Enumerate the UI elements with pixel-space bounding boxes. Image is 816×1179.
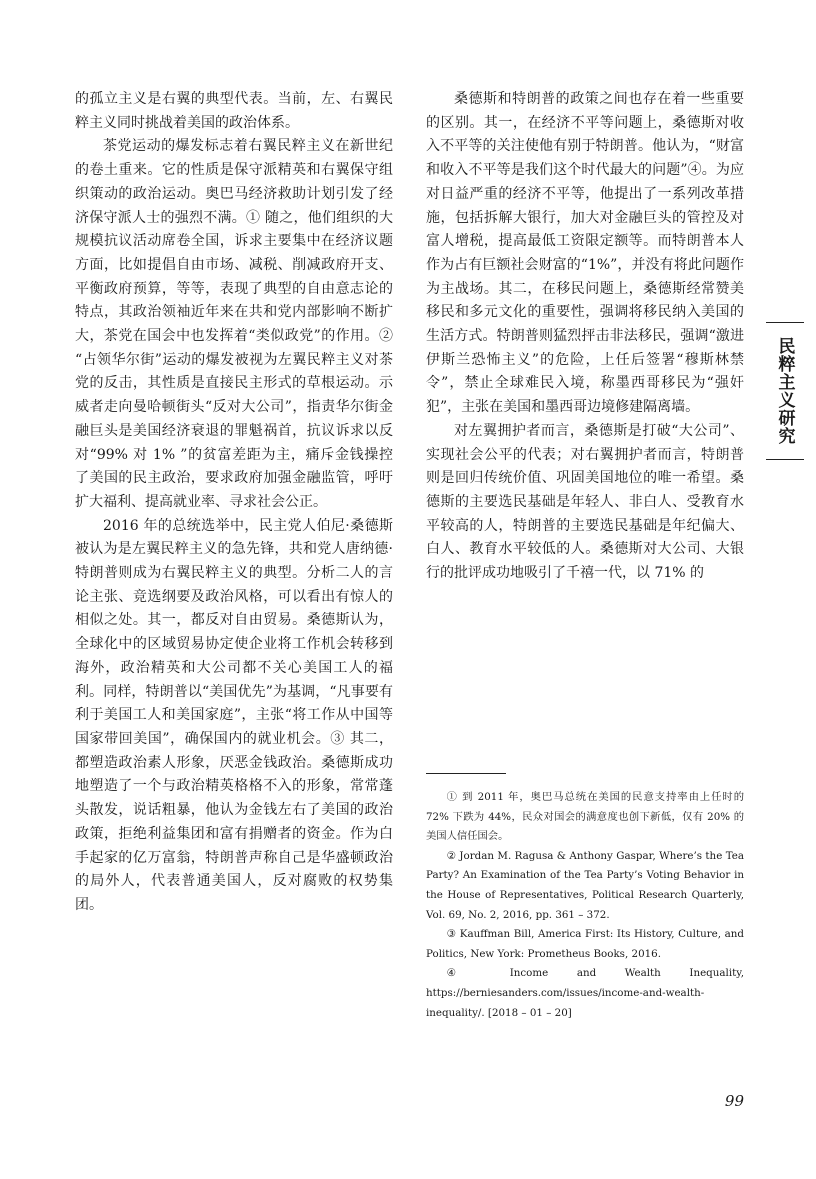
page-number: 99: [724, 1092, 744, 1110]
side-label-text: 民粹主义研究: [774, 337, 795, 445]
section-side-label: [766, 322, 804, 460]
right-column: [426, 88, 744, 586]
paragraph: 桑德斯和特朗普的政策之间也存在着一些重要的区别。其一，在经济不平等问题上，桑德斯对收入不平等的关注使他有别于特朗普。他认为，“财富和收入不平等是我们这个时代最大的问题”④。为应对日益严重的经济不平等，他提出了一系列改革措施，包括拆解大银行，加大对金融巨头的管控及对富人增税，提高最低工资限定额等。而特朗普本人作为占有巨额社会财富的“1%”，并没有将此问题作为主战场。其二，在移民问题上，桑德斯经常赞美移民和多元文化的重要性，强调将移民纳入美国的生活方式。特朗普则猛烈抨击非法移民，强调“激进伊斯兰恐怖主义”的危险，上任后签署“穆斯林禁令”，禁止全球难民入境，称墨西哥移民为“强奸犯”，主张在美国和墨西哥边境修建隔离墙。: [426, 91, 744, 416]
footnote: ④ Income and Wealth Inequality, https://berniesanders.com/issues/income-and-wealth-inequality/. [2018 – 01 – 20]: [426, 967, 744, 1019]
paragraph: 对左翼拥护者而言，桑德斯是打破“大公司”、实现社会公平的代表；对右翼拥护者而言，特朗普则是回归传统价值、巩固美国地位的唯一希望。桑德斯的主要选民基础是年轻人、非白人、受教育水平较高的人，特朗普的主要选民基础是年纪偏大、白人、教育水平较低的人。桑德斯对大公司、大银行的批评成功地吸引了千禧一代，以 71% 的: [426, 422, 744, 582]
footnote: ③ Kauffman Bill, America First: Its History, Culture, and Politics, New York: Prometheus Books, 2016.: [426, 928, 744, 960]
footnotes: [426, 773, 744, 1023]
left-column: [75, 88, 393, 918]
footnote: ① 到 2011 年，奥巴马总统在美国的民意支持率由上任时的 72% 下跌为 44%，民众对国会的满意度也创下新低，仅有 20% 的美国人信任国会。: [426, 791, 744, 843]
paragraph: 2016 年的总统选举中，民主党人伯尼·桑德斯被认为是左翼民粹主义的急先锋，共和党人唐纳德·特朗普则成为右翼民粹主义的典型。分析二人的言论主张、竞选纲要及政治风格，可以看出有惊人的相似之处。其一，都反对自由贸易。桑德斯认为，全球化中的区域贸易协定使企业将工作机会转移到海外，政治精英和大公司都不关心美国工人的福利。同样，特朗普以“美国优先”为基调，“凡事要有利于美国工人和美国家庭”，主张“将工作从中国等国家带回美国”，确保国内的就业机会。③ 其二，都塑造政治素人形象，厌恶金钱政治。桑德斯成功地塑造了一个与政治精英格格不入的形象，常常蓬头散发，说话粗暴，他认为金钱左右了美国的政治政策，拒绝利益集团和富有捐赠者的资金。作为白手起家的亿万富翁，特朗普声称自己是华盛顿政治的局外人，代表普通美国人，反对腐败的权势集团。: [75, 517, 393, 913]
paragraph: 茶党运动的爆发标志着右翼民粹主义在新世纪的卷土重来。它的性质是保守派精英和右翼保守组织策动的政治运动。奥巴马经济救助计划引发了经济保守派人士的强烈不满。① 随之，他们组织的大规模抗议活动席卷全国，诉求主要集中在经济议题方面，比如提倡自由市场、减税、削减政府开支、平衡政府预算，等等，表现了典型的自由意志论的特点，其政治领袖近年来在共和党内部影响不断扩大，茶党在国会中也发挥着“类似政党”的作用。② “占领华尔街”运动的爆发被视为左翼民粹主义对茶党的反击，其性质是直接民主形式的草根运动。示威者走向曼哈顿街头“反对大公司”，指责华尔街金融巨头是美国经济衰退的罪魁祸首，抗议诉求以反对“99% 对 1% ”的贫富差距为主，痛斥金钱操控了美国的民主政治，要求政府加强金融监管，呼吁扩大福利、提高就业率、寻求社会公正。: [75, 138, 393, 510]
side-rule-top: [766, 322, 804, 323]
paragraph: 的孤立主义是右翼的典型代表。当前，左、右翼民粹主义同时挑战着美国的政治体系。: [75, 91, 393, 131]
footnote: ② Jordan M. Ragusa & Anthony Gaspar, Where’s the Tea Party? An Examination of the Tea Party’s Voting Behavior in the House of Representatives, Political Research Quarterly, Vol. 69, No. 2, 2016, pp. 361 – 372.: [426, 849, 744, 921]
side-rule-bottom: [766, 459, 804, 460]
footnote-divider: [426, 773, 506, 774]
